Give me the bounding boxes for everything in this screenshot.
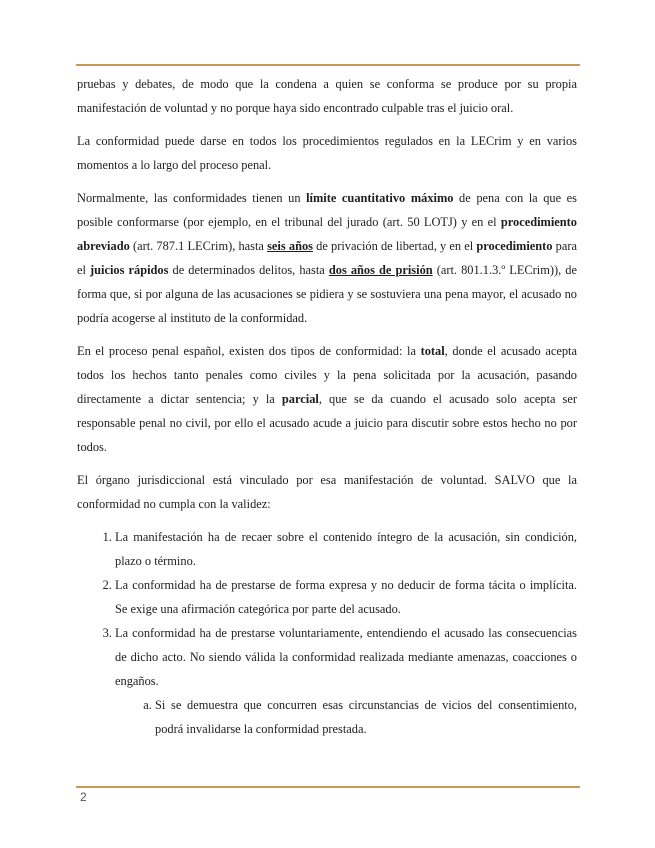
validity-list — [77, 525, 577, 741]
paragraph-3 — [77, 186, 577, 330]
list-item — [115, 621, 577, 741]
footer-rule — [76, 786, 580, 788]
paragraph-5-text: El órgano jurisdiccional está vinculado por esa manifestación de voluntad. SALVO que la conformidad no cumpla con la validez: — [77, 473, 577, 511]
text-run: , donde el acusado acepta todos los hechos tanto penales como civiles y la pena solicitada por la acusación, pasando directamente a dictar sentencia; y la — [77, 344, 577, 406]
paragraph-5 — [77, 468, 577, 516]
text-run: En el proceso penal español, existen dos tipos de conformidad: la — [77, 344, 421, 358]
paragraph-2-text: La conformidad puede darse en todos los procedimientos regulados en la LECrim y en varios momentos a lo largo del proceso penal. — [77, 134, 577, 172]
bold-underlined-seis-anos: seis años — [267, 239, 313, 253]
text-run: de pena con la que es posible conformarse (por ejemplo, en el tribunal del jurado (art. 50 LOTJ) y en el — [77, 191, 577, 229]
text-run: (art. 801.1.3.º LECrim)), de forma que, si por alguna de las acusaciones se pidiera y se sostuviera una pena mayor, el acusado no podría acogerse al instituto de la conformidad. — [77, 263, 577, 325]
paragraph-2 — [77, 129, 577, 177]
bold-underlined-dos-anos: dos años de prisión — [328, 263, 433, 277]
list-item-text: La conformidad ha de prestarse voluntariamente, entendiendo el acusado las consecuencias de dicho acto. No siendo válida la conformidad realizada mediante amenazas, coacciones o engaños. — [115, 626, 577, 688]
sub-list-item: a. Si se demuestra que concurren esas circunstancias de vicios del consentimiento, podrá invalidarse la conformidad prestada. — [155, 693, 577, 741]
document-body — [77, 72, 577, 741]
bold-term-procedimiento-abreviado: procedimiento abreviado — [77, 215, 577, 253]
bold-term-limite: límite cuantitativo máximo — [306, 191, 454, 205]
paragraph-1 — [77, 72, 577, 120]
list-item: 2. La conformidad ha de prestarse de forma expresa y no deducir de forma tácita o implícita. Se exige una afirmación categórica por parte del acusado. — [115, 573, 577, 621]
bold-term-total: total — [420, 344, 445, 358]
text-run: (art. 787.1 LECrim), hasta — [129, 239, 268, 253]
text-run: para el — [77, 239, 577, 277]
text-run: , que se da cuando el acusado solo acepta ser responsable penal no civil, por ello el acusado acude a juicio para discutir sobre estos hecho no por todos. — [77, 392, 577, 454]
bold-term-juicios-rapidos: juicios rápidos — [90, 263, 169, 277]
sub-list — [115, 693, 577, 741]
text-run: de determinados delitos, hasta — [168, 263, 329, 277]
bold-term-procedimiento: procedimiento — [476, 239, 553, 253]
list-item: 1. La manifestación ha de recaer sobre el contenido íntegro de la acusación, sin condición, plazo o término. — [115, 525, 577, 573]
paragraph-4 — [77, 339, 577, 459]
text-run: de privación de libertad, y en el — [312, 239, 477, 253]
header-rule — [76, 64, 580, 66]
text-run: Normalmente, las conformidades tienen un — [77, 191, 307, 205]
page-number: 2 — [80, 790, 87, 804]
bold-term-parcial: parcial — [281, 392, 319, 406]
paragraph-1-text: pruebas y debates, de modo que la condena a quien se conforma se produce por su propia manifestación de voluntad y no porque haya sido encontrado culpable tras el juicio oral. — [77, 77, 577, 115]
